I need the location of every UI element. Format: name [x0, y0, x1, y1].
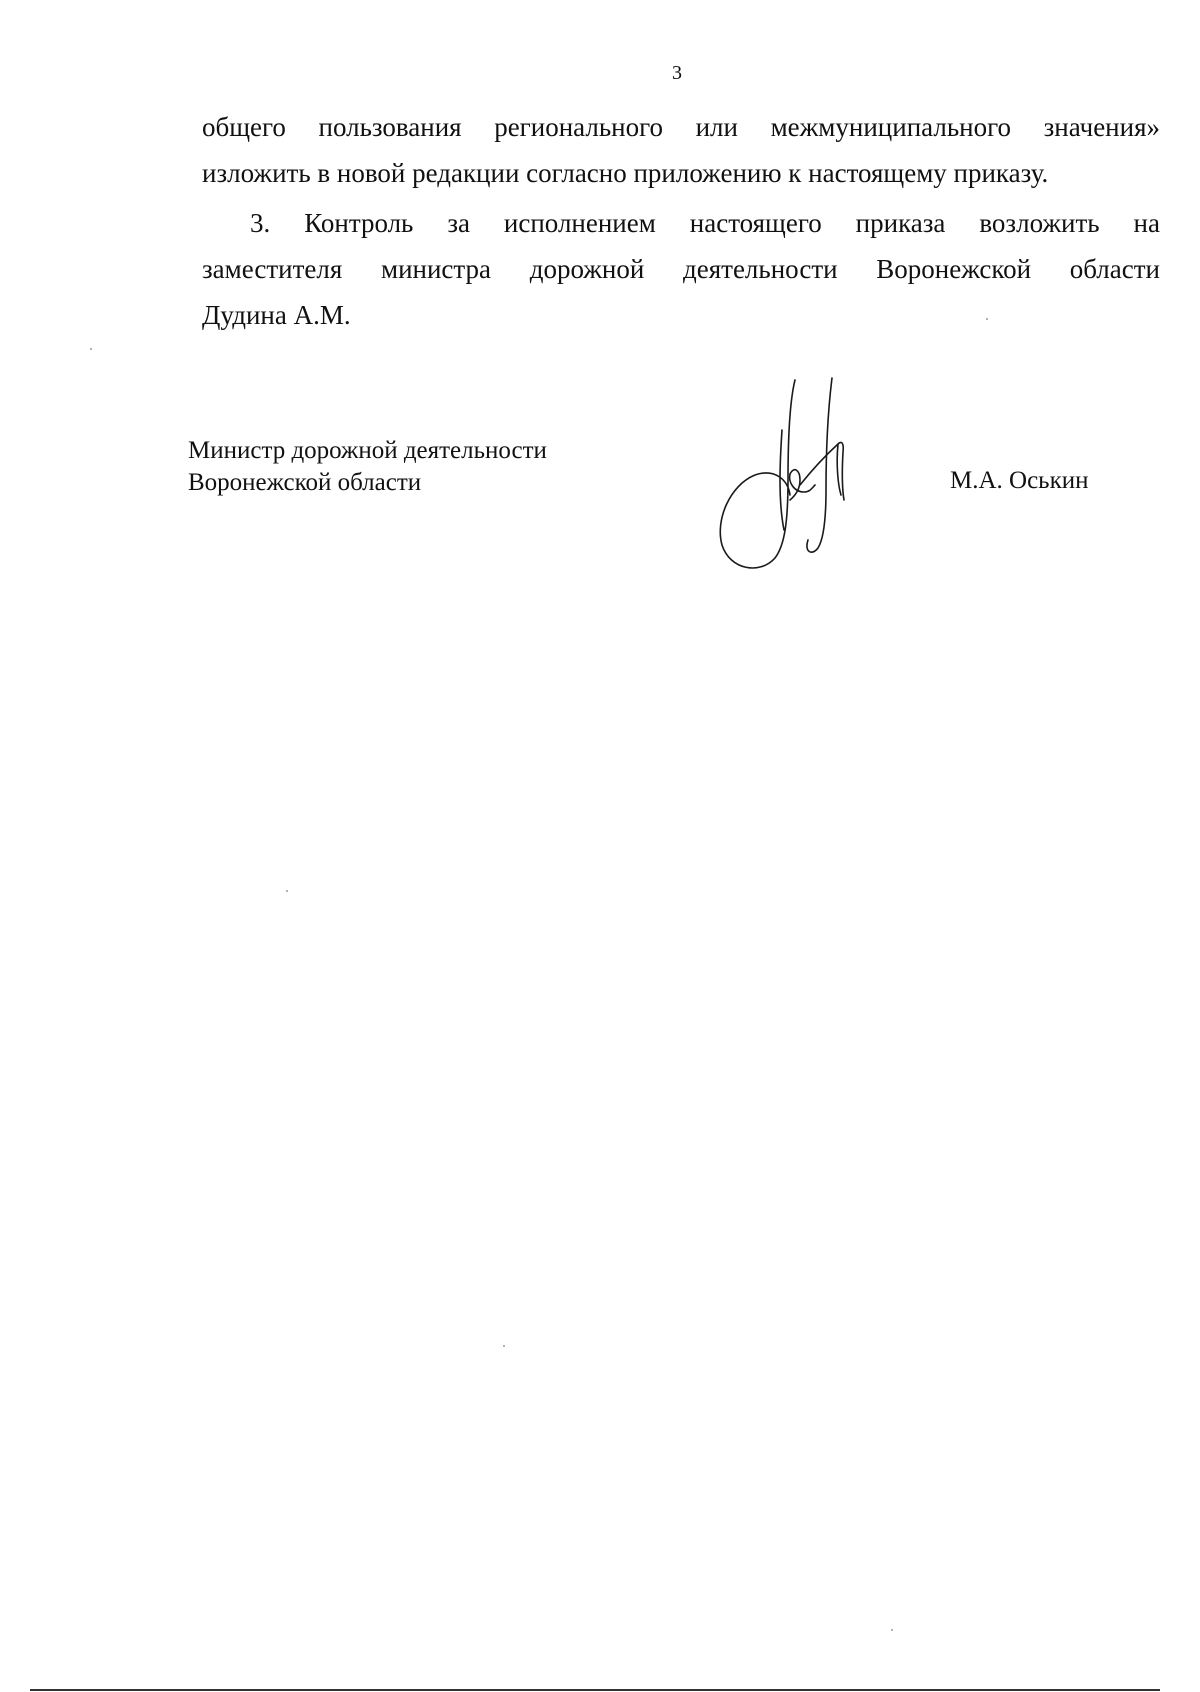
position-region: Воронежской области: [188, 469, 422, 496]
paragraph-item-3: [202, 200, 1160, 338]
scan-edge-line: [30, 1689, 1160, 1691]
signer-name: М.А. Оськин: [950, 467, 1089, 494]
scan-speck: [986, 318, 988, 320]
paragraph-line: изложить в новой редакции согласно приложению к настоящему приказу.: [202, 158, 1049, 188]
scan-speck: [286, 890, 288, 892]
handwritten-signature: [700, 370, 880, 580]
page-number: 3: [672, 62, 682, 84]
paragraph-line: общего пользования регионального или межмуниципального значения»: [202, 112, 1160, 142]
scan-speck: [503, 1345, 505, 1347]
paragraph-continuation: [202, 104, 1160, 196]
scan-speck: [891, 1629, 893, 1631]
paragraph-line: заместителя министра дорожной деятельности Воронежской области: [202, 254, 1160, 284]
position-title: Министр дорожной деятельности: [188, 437, 547, 464]
paragraph-line: 3. Контроль за исполнением настоящего приказа возложить на: [250, 208, 1160, 238]
signatory-position: [188, 435, 547, 499]
paragraph-line: Дудина А.М.: [202, 300, 351, 330]
scan-speck: [90, 348, 92, 350]
